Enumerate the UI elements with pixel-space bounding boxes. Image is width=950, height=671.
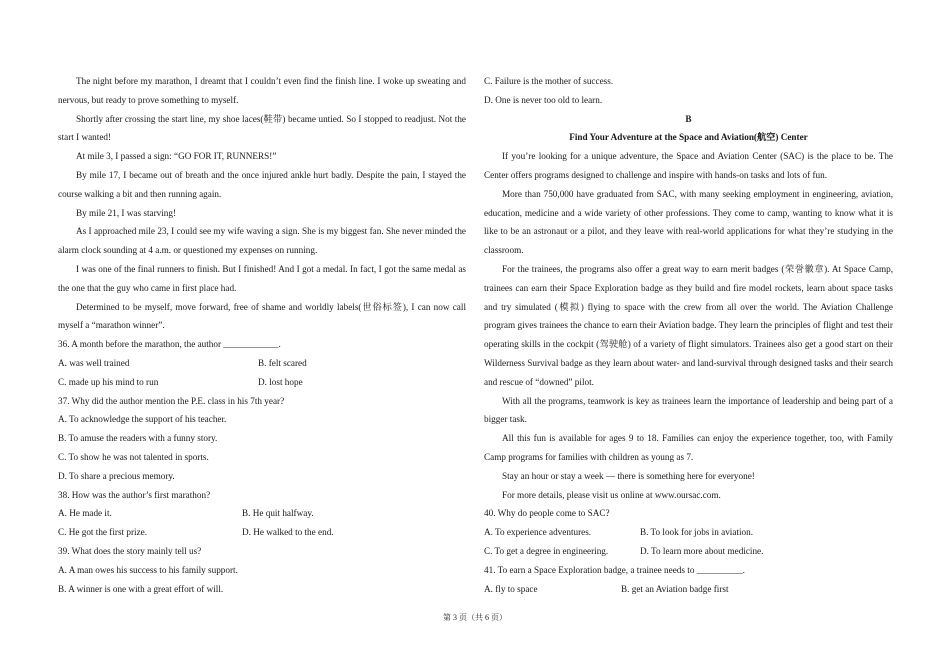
option-b: B. get an Aviation badge first xyxy=(621,583,729,594)
option-d: D. lost hope xyxy=(258,376,303,387)
question-40-options-row1 xyxy=(484,523,893,542)
question-36-options-row1 xyxy=(58,354,466,373)
option-b: B. To look for jobs in aviation. xyxy=(640,527,754,538)
passage-paragraph: More than 750,000 have graduated from SAC, with many seeking employment in engineering, aviation, education, medicine and a wide variety of other professions. They come to camp, wanting to know what it is like to be an astronaut or a pilot, and they leave with real-world applications for what they’re studying in the classroom. xyxy=(484,188,893,256)
option-b: B. A winner is one with a great effort of will. xyxy=(58,583,224,594)
passage-paragraph: If you’re looking for a unique adventure, the Space and Aviation Center (SAC) is the place to be. The Center offers programs designed to challenge and inspire with hands-on tasks and lots of fun. xyxy=(484,151,893,180)
passage-paragraph: As I approached mile 23, I could see my wife waving a sign. She is my biggest fan. She never minded the alarm clock sounding at 4 a.m. or questioned my expenses on running. xyxy=(58,226,466,256)
passage-paragraph: Shortly after crossing the start line, my shoe laces(鞋带) became untied. So I stopped to readjust. Not the start I wanted! xyxy=(58,113,466,143)
option-a: A. He made it. xyxy=(58,508,112,519)
passage-paragraph: For the trainees, the programs also offer a great way to earn merit badges (荣誉徽章). At Space Camp, trainees can earn their Space Exploration badge as they build and fire model rockets, learn about space tasks and try simulated (模拟) flying to space with the crew from all over the world. The Aviation Challenge program gives trainees the chance to earn their Aviation badge. They learn the principles of flight and test their operating skills in the cockpit (驾驶舱) of a variety of flight simulators. Trainees also get a good start on their Wilderness Survival badge as they learn about water- and land-survival through designed tasks and their search and rescue of “downed” pilot. xyxy=(484,263,893,387)
option-b: B. He quit halfway. xyxy=(242,508,314,519)
right-column xyxy=(484,72,893,598)
passage-paragraph: Stay an hour or stay a week — there is something here for everyone! xyxy=(502,470,755,481)
option-c: C. Failure is the mother of success. xyxy=(484,76,614,86)
passage-paragraph: I was one of the final runners to finish. But I finished! And I got a medal. In fact, I got the same medal as the one that the guy who came in first place had. xyxy=(58,263,466,293)
option-a: A. A man owes his success to his family support. xyxy=(58,564,238,575)
option-d: D. To share a precious memory. xyxy=(58,470,175,481)
option-c: C. made up his mind to run xyxy=(58,376,159,387)
option-d: D. One is never too old to learn. xyxy=(484,94,603,105)
question-41-stem: 41. To earn a Space Exploration badge, a trainee needs to __________. xyxy=(484,564,745,575)
option-c: C. To get a degree in engineering. xyxy=(484,545,609,556)
passage-paragraph: Determined to be myself, move forward, free of shame and worldly labels(世俗标签), I can now call myself a “marathon winner”. xyxy=(58,301,466,331)
question-36-options-row2 xyxy=(58,373,466,392)
passage-paragraph: The night before my marathon, I dreamt that I couldn’t even find the finish line. I woke up sweating and nervous, but ready to prove something to myself. xyxy=(58,76,466,105)
passage-paragraph: For more details, please visit us online at www.oursac.com. xyxy=(502,489,721,500)
question-36-stem: 36. A month before the marathon, the author ____________. xyxy=(58,339,281,350)
option-d: D. He walked to the end. xyxy=(242,527,334,538)
question-40-options-row2 xyxy=(484,542,893,561)
question-38-stem: 38. How was the author’s first marathon? xyxy=(58,489,211,500)
passage-paragraph: At mile 3, I passed a sign: “GO FOR IT, RUNNERS!” xyxy=(76,151,277,162)
question-38-options-row1 xyxy=(58,504,466,523)
page-footer: 第 3 页（共 6 页） xyxy=(443,613,507,622)
passage-paragraph: By mile 17, I became out of breath and the once injured ankle hurt badly. Despite the pain, I stayed the course walking a bit and then running again. xyxy=(58,169,466,199)
question-37-stem: 37. Why did the author mention the P.E. class in his 7th year? xyxy=(58,395,285,406)
passage-paragraph: With all the programs, teamwork is key as trainees learn the importance of leadership and being part of a bigger task. xyxy=(484,395,893,425)
question-39-stem: 39. What does the story mainly tell us? xyxy=(58,545,202,556)
option-c: C. To show he was not talented in sports. xyxy=(58,451,209,462)
question-40-stem: 40. Why do people come to SAC? xyxy=(484,508,610,519)
option-b: B. felt scared xyxy=(258,357,307,368)
section-label: B xyxy=(685,113,692,124)
option-a: A. was well trained xyxy=(58,357,130,368)
passage-title: Find Your Adventure at the Space and Aviation(航空) Center xyxy=(569,132,808,143)
option-b: B. To amuse the readers with a funny story. xyxy=(58,433,218,444)
passage-paragraph: All this fun is available for ages 9 to 18. Families can enjoy the experience together, too, with Family Camp programs for families with children as young as 7. xyxy=(484,433,893,462)
option-a: A. To experience adventures. xyxy=(484,527,592,538)
passage-paragraph: By mile 21, I was starving! xyxy=(76,207,177,218)
question-41-options-row1 xyxy=(484,580,893,599)
option-a: A. fly to space xyxy=(484,583,538,594)
option-a: A. To acknowledge the support of his teacher. xyxy=(58,414,227,425)
left-column xyxy=(58,72,466,598)
option-d: D. To learn more about medicine. xyxy=(640,545,764,556)
option-c: C. He got the first prize. xyxy=(58,527,148,538)
question-38-options-row2 xyxy=(58,523,466,542)
